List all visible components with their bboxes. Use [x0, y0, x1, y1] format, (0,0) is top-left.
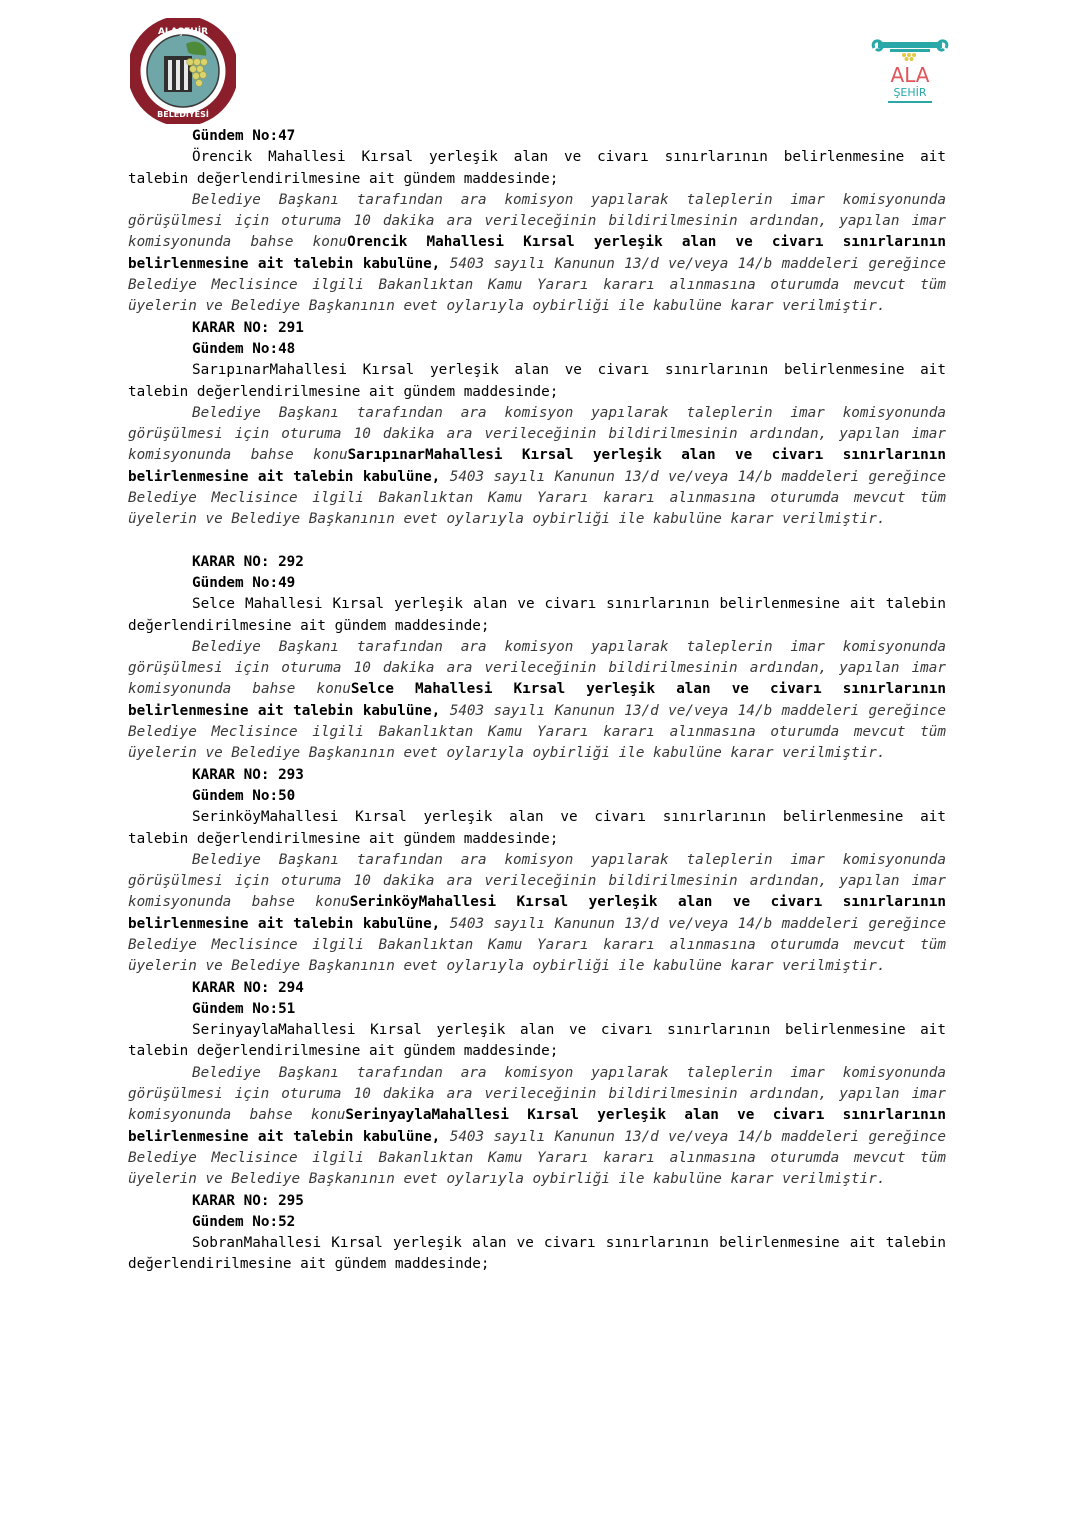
agenda-subject: SobranMahallesi Kırsal yerleşik alan ve civarı sınırlarının belirlenmesine ait talebin değerlendirilmesine ait gündem maddesinde; — [128, 1235, 946, 1273]
gundem-heading: Gündem No:52 — [192, 1213, 296, 1230]
agenda-item — [128, 552, 946, 765]
gundem-heading: Gündem No:50 — [192, 787, 296, 804]
gundem-heading: Gündem No:47 — [192, 128, 296, 144]
svg-text:ALA: ALA — [890, 63, 930, 87]
agenda-subject: SerinköyMahallesi Kırsal yerleşik alan ve civarı sınırlarının belirlenmesine ait talebin değerlendirilmesine ait gündem maddesinde; — [128, 809, 946, 847]
karar-number: KARAR NO: 292 — [192, 553, 304, 570]
gundem-heading: Gündem No:49 — [192, 574, 296, 591]
council-decisions-document — [128, 126, 946, 1276]
karar-number: KARAR NO: 294 — [192, 979, 304, 996]
agenda-subject: SarıpınarMahallesi Kırsal yerleşik alan ve civarı sınırlarının belirlenmesine ait talebin değerlendirilmesine ait gündem maddesinde; — [128, 362, 946, 400]
gundem-heading: Gündem No:51 — [192, 1000, 296, 1017]
svg-text:ALAŞEHİR: ALAŞEHİR — [157, 27, 209, 37]
svg-text:ŞEHİR: ŞEHİR — [893, 86, 927, 99]
ala-sehir-brand-logo — [868, 36, 952, 108]
agenda-subject: Örencik Mahallesi Kırsal yerleşik alan ve civarı sınırlarının belirlenmesine ait talebin değerlendirilmesine ait gündem maddesinde; — [128, 149, 946, 187]
alasehir-belediyesi-seal-logo — [130, 18, 236, 124]
agenda-item — [128, 1191, 946, 1276]
karar-number: KARAR NO: 295 — [192, 1192, 304, 1209]
gundem-heading: Gündem No:48 — [192, 340, 296, 357]
karar-number: KARAR NO: 293 — [192, 766, 304, 783]
karar-number: KARAR NO: 291 — [192, 319, 304, 336]
agenda-item — [128, 765, 946, 978]
agenda-subject: SerinyaylaMahallesi Kırsal yerleşik alan ve civarı sınırlarının belirlenmesine ait talebin değerlendirilmesine ait gündem maddesinde; — [128, 1022, 946, 1060]
agenda-subject: Selce Mahallesi Kırsal yerleşik alan ve civarı sınırlarının belirlenmesine ait talebin değerlendirilmesine ait gündem maddesinde; — [128, 596, 946, 634]
agenda-item — [128, 126, 946, 318]
svg-text:BELEDİYESİ: BELEDİYESİ — [157, 110, 209, 119]
decision-text: Belediye Başkanı tarafından ara komisyon yapılarak taleplerin imar komisyonunda görüşülmesi için oturuma 10 dakika ara verileceğinin bildirilmesinin ardından, yapılan imar komisyonunda bahse konuSelce Mahallesi Kırsal yerleşik alan ve civarı sınırlarının belirlenmesine ait talebin kabulüne, 5403 sayılı Kanunun 13/d ve/veya 14/b maddeleri gereğince Belediye Meclisince ilgili Bakanlıktan Kamu Yararı kararı alınmasına oturumda mevcut tüm üyelerin ve Belediye Başkanının evet oylarıyla oybirliği ile kabulüne karar verilmiştir. — [128, 638, 946, 762]
decision-text: Belediye Başkanı tarafından ara komisyon yapılarak taleplerin imar komisyonunda görüşülmesi için oturuma 10 dakika ara verileceğinin bildirilmesinin ardından, yapılan imar komisyonunda bahse konuSerinyaylaMahallesi Kırsal yerleşik alan ve civarı sınırlarının belirlenmesine ait talebin kabulüne, 5403 sayılı Kanunun 13/d ve/veya 14/b maddeleri gereğince Belediye Meclisince ilgili Bakanlıktan Kamu Yararı kararı alınmasına oturumda mevcut tüm üyelerin ve Belediye Başkanının evet oylarıyla oybirliği ile kabulüne karar verilmiştir. — [128, 1064, 946, 1188]
blank-line — [128, 531, 946, 552]
decision-text: Belediye Başkanı tarafından ara komisyon yapılarak taleplerin imar komisyonunda görüşülmesi için oturuma 10 dakika ara verileceğinin bildirilmesinin ardından, yapılan imar komisyonunda bahse konuSarıpınarMahallesi Kırsal yerleşik alan ve civarı sınırlarının belirlenmesine ait talebin kabulüne, 5403 sayılı Kanunun 13/d ve/veya 14/b maddeleri gereğince Belediye Meclisince ilgili Bakanlıktan Kamu Yararı kararı alınmasına oturumda mevcut tüm üyelerin ve Belediye Başkanının evet oylarıyla oybirliği ile kabulüne karar verilmiştir. — [128, 404, 946, 528]
decision-text: Belediye Başkanı tarafından ara komisyon yapılarak taleplerin imar komisyonunda görüşülmesi için oturuma 10 dakika ara verileceğinin bildirilmesinin ardından, yapılan imar komisyonunda bahse konuSerinköyMahallesi Kırsal yerleşik alan ve civarı sınırlarının belirlenmesine ait talebin kabulüne, 5403 sayılı Kanunun 13/d ve/veya 14/b maddeleri gereğince Belediye Meclisince ilgili Bakanlıktan Kamu Yararı kararı alınmasına oturumda mevcut tüm üyelerin ve Belediye Başkanının evet oylarıyla oybirliği ile kabulüne karar verilmiştir. — [128, 851, 946, 975]
agenda-item — [128, 978, 946, 1191]
decision-text: Belediye Başkanı tarafından ara komisyon yapılarak taleplerin imar komisyonunda görüşülmesi için oturuma 10 dakika ara verileceğinin bildirilmesinin ardından, yapılan imar komisyonunda bahse konuOrencik Mahallesi Kırsal yerleşik alan ve civarı sınırlarının belirlenmesine ait talebin kabulüne, 5403 sayılı Kanunun 13/d ve/veya 14/b maddeleri gereğince Belediye Meclisince ilgili Bakanlıktan Kamu Yararı kararı alınmasına oturumda mevcut tüm üyelerin ve Belediye Başkanının evet oylarıyla oybirliği ile kabulüne karar verilmiştir. — [128, 191, 946, 315]
agenda-item — [128, 318, 946, 531]
